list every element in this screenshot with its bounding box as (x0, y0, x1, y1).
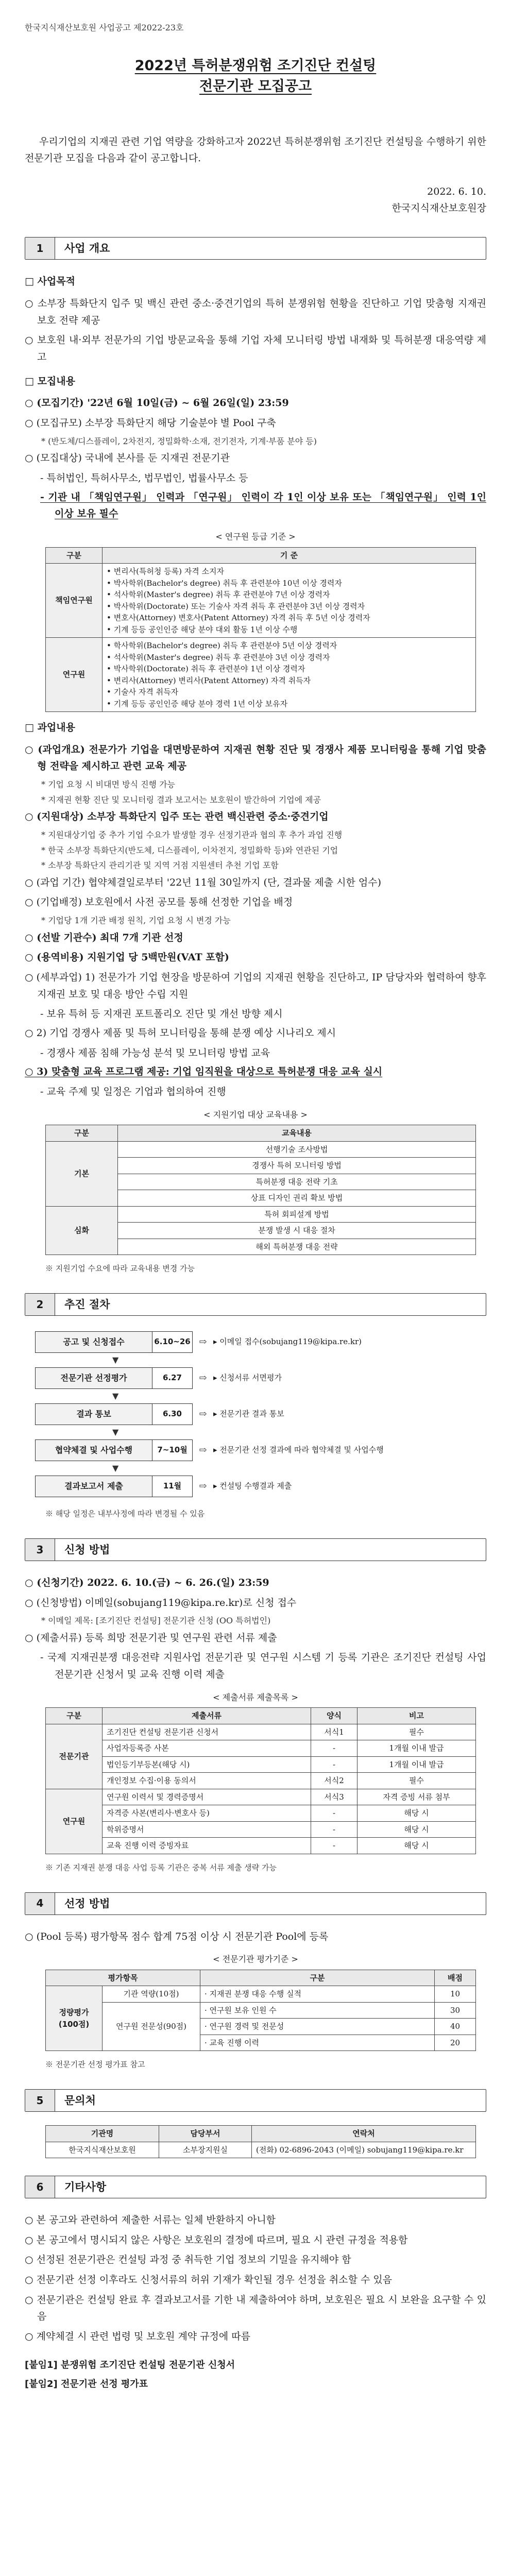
eval-group: 정량평가 (100점) (46, 1986, 103, 2051)
task-item: ○ (과업 기간) 협약체결일로부터 '22년 11월 30일까지 (단, 결과물 제출 시한 엄수) (25, 876, 382, 888)
grade-table-caption: < 연구원 등급 기준 > (215, 532, 296, 542)
section-label: 신청 방법 (64, 1543, 110, 1556)
table-row (46, 1789, 476, 1805)
section-label: 문의처 (64, 2094, 96, 2107)
docs-name: 자격증 사본(변리사·변호사 등) (103, 1805, 311, 1822)
edu-table-caption: < 지원기업 대상 교육내용 > (203, 1109, 308, 1120)
task-item: ○ (세부과업) 1) 전문가가 기업 현장을 방문하여 기업의 지재권 현황을 진단하고, IP 담당자와 협력하여 향후 지재권 보호 및 대응 방안 수립 지원 (25, 972, 486, 1000)
process-step-date: 6.30 (152, 1403, 193, 1425)
etc-item: ○ 계약체결 시 관련 법령 및 보호원 계약 규정에 따름 (25, 2331, 251, 2343)
edu-item: 상표 디자인 권리 확보 방법 (118, 1190, 476, 1207)
edu-header-content: 교육내용 (118, 1125, 476, 1142)
doc-number: 한국지식재산보호원 사업공고 제2022-23호 (25, 23, 184, 32)
process-step-desc: ▸ 이메일 접수(sobujang119@kipa.re.kr) (213, 1337, 362, 1347)
grade-header-criteria: 기 준 (103, 547, 476, 564)
table-row (46, 1141, 476, 1158)
process-step-label: 전문기관 선정평가 (35, 1367, 152, 1389)
apply-docs: ○ (제출서류) 등록 희망 전문기관 및 연구원 관련 서류 제출 (25, 1632, 277, 1643)
docs-remark: 1개월 이내 발급 (357, 1756, 476, 1773)
docs-form: 서식3 (311, 1789, 357, 1805)
recruit-scale: ○ (모집규모) 소부장 특화단지 해당 기술분야 별 Pool 구축 (25, 417, 276, 429)
attachments (25, 2358, 486, 2393)
grade-criterion: • 변리사(Attorney) 변리사(Patent Attorney) 자격 취득자 (107, 675, 311, 685)
grade-criterion: • 기술사 자격 취득자 (107, 687, 179, 697)
section-header-etc (25, 2176, 486, 2198)
section-number: 6 (25, 2176, 55, 2198)
grade-criterion: • 석사학위(Master's degree) 취득 후 관련분야 3년 이상 경력자 (107, 652, 330, 662)
edu-group: 심화 (46, 1206, 118, 1255)
eval-score: 20 (435, 2035, 476, 2051)
grade-criteria (103, 638, 476, 712)
title-line-2: 전문기관 모집공고 (199, 78, 312, 95)
table-row (46, 1740, 476, 1757)
docs-remark: 필수 (357, 1724, 476, 1740)
contact-table (45, 2125, 476, 2158)
docs-header: 구분 (46, 1708, 103, 1724)
section-label: 사업 개요 (64, 242, 110, 255)
table-row (46, 1986, 476, 2003)
select-pool: ○ (Pool 등록) 평가항목 점수 합계 75점 이상 시 전문기관 Pool에 등록 (25, 1930, 329, 1942)
process-step-date: 6.27 (152, 1367, 193, 1389)
table-row (46, 1805, 476, 1822)
arrow-right-icon: ⇨ (199, 1408, 207, 1419)
process-step-label: 결과보고서 제출 (35, 1476, 152, 1497)
eval-item: 기관 역량(10점) (103, 1986, 200, 2003)
grade-name: 연구원 (46, 638, 103, 712)
task-item: ○ 3) 맞춤형 교육 프로그램 제공: 기업 임직원을 대상으로 특허분쟁 대응 교육 실시 (25, 1066, 383, 1078)
docs-name: 학위증명서 (103, 1821, 311, 1838)
contact-header: 기관명 (46, 2126, 159, 2142)
notice-date: 2022. 6. 10. (427, 185, 486, 197)
process-step-label: 공고 및 신청접수 (35, 1331, 152, 1353)
docs-remark: 해당 시 (357, 1838, 476, 1854)
title-block (25, 56, 486, 97)
process-step-label: 협약체결 및 사업수행 (35, 1439, 152, 1461)
recruit-heading: □ 모집내용 (25, 375, 75, 387)
task-detail: - 교육 주제 및 일정은 기업과 협의하여 진행 (40, 1086, 226, 1098)
docs-form: - (311, 1821, 357, 1838)
process-step (35, 1401, 486, 1427)
arrow-right-icon: ⇨ (199, 1444, 207, 1455)
purpose-item: ○ 소부장 특화단지 입주 및 백신 관련 중소·중견기업의 특허 분쟁위험 현황을 진단하고 기업 맞춤형 지재권 보호 전략 제공 (25, 298, 486, 326)
docs-form: 서식1 (311, 1724, 357, 1740)
eval-table (45, 1970, 476, 2052)
process-step-desc: ▸ 신청서류 서면평가 (213, 1373, 282, 1383)
eval-table-note: ※ 전문기관 선정 평가표 참고 (45, 2060, 145, 2070)
docs-form: - (311, 1756, 357, 1773)
section-label: 기타사항 (64, 2181, 107, 2194)
process-step-desc: ▸ 전문기관 선정 결과에 따라 협약체결 및 사업수행 (213, 1445, 384, 1455)
docs-name: 연구원 이력서 및 경력증명서 (103, 1789, 311, 1805)
docs-table-note: ※ 기존 지재권 분쟁 대응 사업 등록 기관은 중복 서류 제출 생략 가능 (45, 1862, 277, 1872)
eval-sub: · 연구원 보유 인원 수 (200, 2002, 435, 2019)
docs-form: - (311, 1805, 357, 1822)
eval-score: 10 (435, 1986, 476, 2003)
arrow-right-icon: ⇨ (199, 1336, 207, 1347)
etc-item: ○ 전문기관 선정 이후라도 신청서류의 허위 기재가 확인될 경우 선정을 취소할 수 있음 (25, 2274, 393, 2286)
contact-header: 연락처 (252, 2126, 476, 2142)
eval-header: 평가항목 (46, 1970, 200, 1986)
recruit-scale-note: * (반도체/디스플레이, 2차전지, 정밀화학·소재, 전기전자, 기계·부품 분야 등) (41, 436, 317, 446)
edu-item: 경쟁사 특허 모니터링 방법 (118, 1158, 476, 1174)
etc-item: ○ 본 공고에서 명시되지 않은 사항은 보호원의 결정에 따르며, 필요 시 관련 규정을 적용함 (25, 2234, 408, 2246)
process-flow (25, 1329, 486, 1499)
process-step-desc: ▸ 컨설팅 수행결과 제출 (213, 1481, 292, 1491)
task-item: ○ (과업개요) 전문가가 기업을 대면방문하여 지재권 현황 진단 및 경쟁사 제품 모니터링을 통해 기업 맞춤형 전략을 제시하고 관련 교육 제공 (25, 743, 486, 772)
contact-header: 담당부서 (159, 2126, 252, 2142)
arrow-right-icon: ⇨ (199, 1372, 207, 1383)
arrow-down-icon: ▼ (112, 1427, 119, 1437)
task-note: * 기업 요청 시 비대면 방식 진행 가능 (41, 779, 175, 790)
section-number: 1 (25, 238, 55, 259)
task-note: * 한국 소부장 특화단지(반도체, 디스플레이, 이차전지, 정밀화학 등)와 연관된 기업 (41, 845, 338, 855)
eval-sub: · 지재권 분쟁 대응 수행 실적 (200, 1986, 435, 2003)
grade-criteria (103, 564, 476, 638)
table-row (46, 2002, 476, 2019)
docs-remark: 1개월 이내 발급 (357, 1740, 476, 1757)
task-note: * 소부장 특화단지 관리기관 및 지역 거점 지원센터 추천 기업 포함 (41, 860, 279, 871)
section-header-process (25, 1293, 486, 1316)
docs-group: 전문기관 (46, 1724, 103, 1789)
docs-header: 비고 (357, 1708, 476, 1724)
section-header-select (25, 1892, 486, 1915)
docs-remark: 해당 시 (357, 1821, 476, 1838)
table-row (46, 638, 476, 712)
section-number: 2 (25, 1294, 55, 1315)
date-block (25, 183, 486, 217)
section-number: 4 (25, 1893, 55, 1914)
docs-name: 법인등기부등본(해당 시) (103, 1756, 311, 1773)
recruit-period: ○ (모집기간) '22년 6월 10일(금) ~ 6월 26일(일) 23:59 (25, 397, 289, 409)
section-number: 3 (25, 1539, 55, 1561)
intro-text: 우리기업의 지재권 관련 기업 역량을 강화하고자 2022년 특허분쟁위험 조기진단 컨설팅을 수행하기 위한 전문기관 모집을 다음과 같이 공고합니다. (25, 135, 486, 164)
contact-tel[interactable]: (전화) 02-6896-2043 (이메일) sobujang119@kipa.re.kr (252, 2142, 476, 2158)
eval-sub: · 연구원 경력 및 전문성 (200, 2019, 435, 2035)
purpose-heading: □ 사업목적 (25, 276, 75, 287)
edu-header-type: 구분 (46, 1125, 118, 1142)
process-step-desc: ▸ 전문기관 결과 통보 (213, 1409, 284, 1419)
grade-criterion: • 학사학위(Bachelor's degree) 취득 후 관련분야 5년 이상 경력자 (107, 641, 337, 651)
grade-criterion: • 석사학위(Master's degree) 취득 후 관련분야 7년 이상 경력자 (107, 590, 330, 600)
purpose-item: ○ 보호원 내·외부 전문가의 기업 방문교육을 통해 기업 자체 모니터링 방법 내재화 및 특허분쟁 대응역량 제고 (25, 334, 486, 363)
edu-item: 해외 특허분쟁 대응 전략 (118, 1239, 476, 1255)
docs-remark: 필수 (357, 1773, 476, 1789)
grade-criterion: • 변호사(Attorney) 변호사(Patent Attorney) 자격 취득 후 5년 이상 경력자 (107, 613, 370, 623)
section-number: 5 (25, 2090, 55, 2111)
process-step (35, 1473, 486, 1499)
recruit-target: ○ (모집대상) 국내에 본사를 둔 지재권 전문기관 (25, 452, 230, 464)
arrow-down-icon: ▼ (112, 1463, 119, 1473)
table-row (46, 1821, 476, 1838)
table-row (46, 1838, 476, 1854)
issuer: 한국지식재산보호원장 (391, 202, 486, 214)
eval-sub: · 교육 진행 이력 (200, 2035, 435, 2051)
docs-name: 사업자등록증 사본 (103, 1740, 311, 1757)
grade-criterion: • 박사학위(Bachelor's degree) 취득 후 관련분야 10년 이상 경력자 (107, 578, 342, 588)
docs-group: 연구원 (46, 1789, 103, 1854)
task-detail: - 보유 특허 등 지재권 포트폴리오 진단 및 개선 방향 제시 (40, 1008, 283, 1020)
task-note: * 기업당 1개 기관 배정 원칙, 기업 요청 시 변경 가능 (41, 916, 231, 926)
title-line-1: 2022년 특허분쟁위험 조기진단 컨설팅 (134, 57, 377, 74)
apply-method: ○ (신청방법) 이메일(sobujang119@kipa.re.kr)로 신청 접수 (25, 1597, 297, 1608)
edu-item: 특허분쟁 대응 전략 기초 (118, 1174, 476, 1190)
task-item: ○ (용역비용) 지원기업 당 5백만원(VAT 포함) (25, 952, 229, 963)
task-item: ○ (선발 기관수) 최대 7개 기관 선정 (25, 931, 183, 943)
task-item: ○ 2) 기업 경쟁사 제품 및 특허 모니터링을 통해 분쟁 예상 시나리오 제시 (25, 1027, 336, 1039)
section-label: 선정 방법 (64, 1897, 110, 1910)
eval-table-caption: < 전문기관 평가기준 > (213, 1954, 298, 1964)
process-step-date: 11월 (152, 1476, 193, 1497)
process-step-label: 결과 통보 (35, 1403, 152, 1425)
eval-score: 40 (435, 2019, 476, 2035)
docs-name: 교육 진행 이력 증빙자료 (103, 1838, 311, 1854)
docs-name: 조기진단 컨설팅 전문기관 신청서 (103, 1724, 311, 1740)
etc-item: ○ 본 공고와 관련하여 제출한 서류는 일체 반환하지 아니함 (25, 2214, 276, 2226)
recruit-target-detail: - 기관 내 「책임연구원」 인력과 「연구원」 인력이 각 1인 이상 보유 또는 「책임연구원」 인력 1인 이상 보유 필수 (40, 491, 486, 520)
eval-score: 30 (435, 2002, 476, 2019)
section-header-contact (25, 2089, 486, 2112)
edu-item: 분쟁 발생 시 대응 절차 (118, 1223, 476, 1239)
edu-table (45, 1125, 476, 1255)
docs-table (45, 1707, 476, 1854)
edu-table-note: ※ 지원기업 수요에 따라 교육내용 변경 가능 (45, 1264, 195, 1274)
task-detail: - 경쟁사 제품 침해 가능성 분석 및 모니터링 방법 교육 (40, 1047, 270, 1059)
process-step (35, 1365, 486, 1391)
process-step-date: 6.10~26 (152, 1331, 193, 1353)
contact-org: 한국지식재산보호원 (46, 2142, 159, 2158)
docs-form: 서식2 (311, 1773, 357, 1789)
arrow-right-icon: ⇨ (199, 1480, 207, 1492)
docs-table-caption: < 제출서류 제출목록 > (213, 1692, 298, 1702)
table-row (46, 564, 476, 638)
apply-docs-note: - 국제 지재권분쟁 대응전략 지원사업 전문기관 및 연구원 시스템 기 등록 기관은 조기진단 컨설팅 사업 전문기관 신청서 및 교육 진행 이력 제출 (40, 1652, 486, 1681)
contact-dept: 소부장지원실 (159, 2142, 252, 2158)
eval-item: 연구원 전문성(90점) (103, 2002, 200, 2051)
etc-item: ○ 전문기관은 컨설팅 완료 후 결과보고서를 기한 내 제출하여야 하며, 보호원은 필요 시 보완을 요구할 수 있음 (25, 2294, 486, 2323)
section-header-apply (25, 1538, 486, 1561)
docs-remark: 자격 증빙 서류 첨부 (357, 1789, 476, 1805)
docs-name: 개인정보 수집·이용 동의서 (103, 1773, 311, 1789)
docs-form: - (311, 1740, 357, 1757)
grade-name: 책임연구원 (46, 564, 103, 638)
process-step (35, 1329, 486, 1355)
eval-header: 배점 (435, 1970, 476, 1986)
grade-header-type: 구분 (46, 547, 103, 564)
section-label: 추진 절차 (64, 1298, 110, 1311)
arrow-down-icon: ▼ (112, 1391, 119, 1401)
grade-criterion: • 기계 등등 공인인증 해당 분야 대외 활동 1년 이상 수행 (107, 624, 298, 634)
section-header-overview (25, 237, 486, 260)
apply-method-note: * 이메일 제목: [조기진단 컨설팅] 전문기관 신청 (OO 특허법인) (41, 1616, 271, 1626)
grade-criterion: • 변리사(특허청 등록) 자격 소지자 (107, 567, 224, 577)
task-note: * 지재권 현황 진단 및 모니터링 결과 보고서는 보호원이 발간하여 기업에 제공 (41, 794, 321, 805)
arrow-down-icon: ▼ (112, 1355, 119, 1365)
process-step (35, 1437, 486, 1463)
table-row (46, 1724, 476, 1740)
apply-period: ○ (신청기간) 2022. 6. 10.(금) ~ 6. 26.(일) 23:59 (25, 1577, 269, 1588)
docs-header: 제출서류 (103, 1708, 311, 1724)
etc-item: ○ 선정된 전문기관은 컨설팅 과정 중 취득한 기업 정보의 기밀을 유지해야 함 (25, 2254, 351, 2266)
table-row (46, 1756, 476, 1773)
process-step-date: 7~10월 (152, 1439, 193, 1461)
task-note: * 지원대상기업 중 추가 기업 수요가 발생할 경우 선정기관과 협의 후 추가 과업 진행 (41, 830, 343, 840)
grade-criterion: • 기계 등등 공인인증 해당 분야 경력 1년 이상 보유자 (107, 699, 288, 708)
docs-form: - (311, 1838, 357, 1854)
edu-group: 기본 (46, 1141, 118, 1206)
grade-table (45, 547, 476, 713)
grade-criterion: • 박사학위(Doctorate) 취득 후 관련분야 1년 이상 경력자 (107, 664, 305, 674)
task-item: ○ (지원대상) 소부장 특화단지 입주 또는 관련 백신관련 중소·중견기업 (25, 811, 329, 823)
grade-criterion: • 박사학위(Doctorate) 또는 기술사 자격 취득 후 관련분야 3년 이상 경력자 (107, 601, 365, 611)
eval-header: 구분 (200, 1970, 435, 1986)
table-row (46, 1206, 476, 1223)
task-item: ○ (기업배정) 보호원에서 사전 공모를 통해 선정한 기업을 배정 (25, 896, 293, 908)
table-row (46, 2142, 476, 2158)
docs-remark: 해당 시 (357, 1805, 476, 1822)
docs-header: 양식 (311, 1708, 357, 1724)
edu-item: 특허 회피설계 방법 (118, 1206, 476, 1223)
attachment-item[interactable]: [붙임2] 전문기관 선정 평가표 (25, 2378, 148, 2389)
table-row (46, 1773, 476, 1789)
recruit-target-detail: - 특허법인, 특허사무소, 법무법인, 법률사무소 등 (40, 472, 248, 484)
attachment-item[interactable]: [붙임1] 분쟁위험 조기진단 컨설팅 전문기관 신청서 (25, 2359, 235, 2370)
task-heading: □ 과업내용 (25, 722, 75, 734)
process-note: ※ 해당 일정은 내부사정에 따라 변경될 수 있음 (45, 1509, 205, 1519)
edu-item: 선행기술 조사방법 (118, 1141, 476, 1158)
